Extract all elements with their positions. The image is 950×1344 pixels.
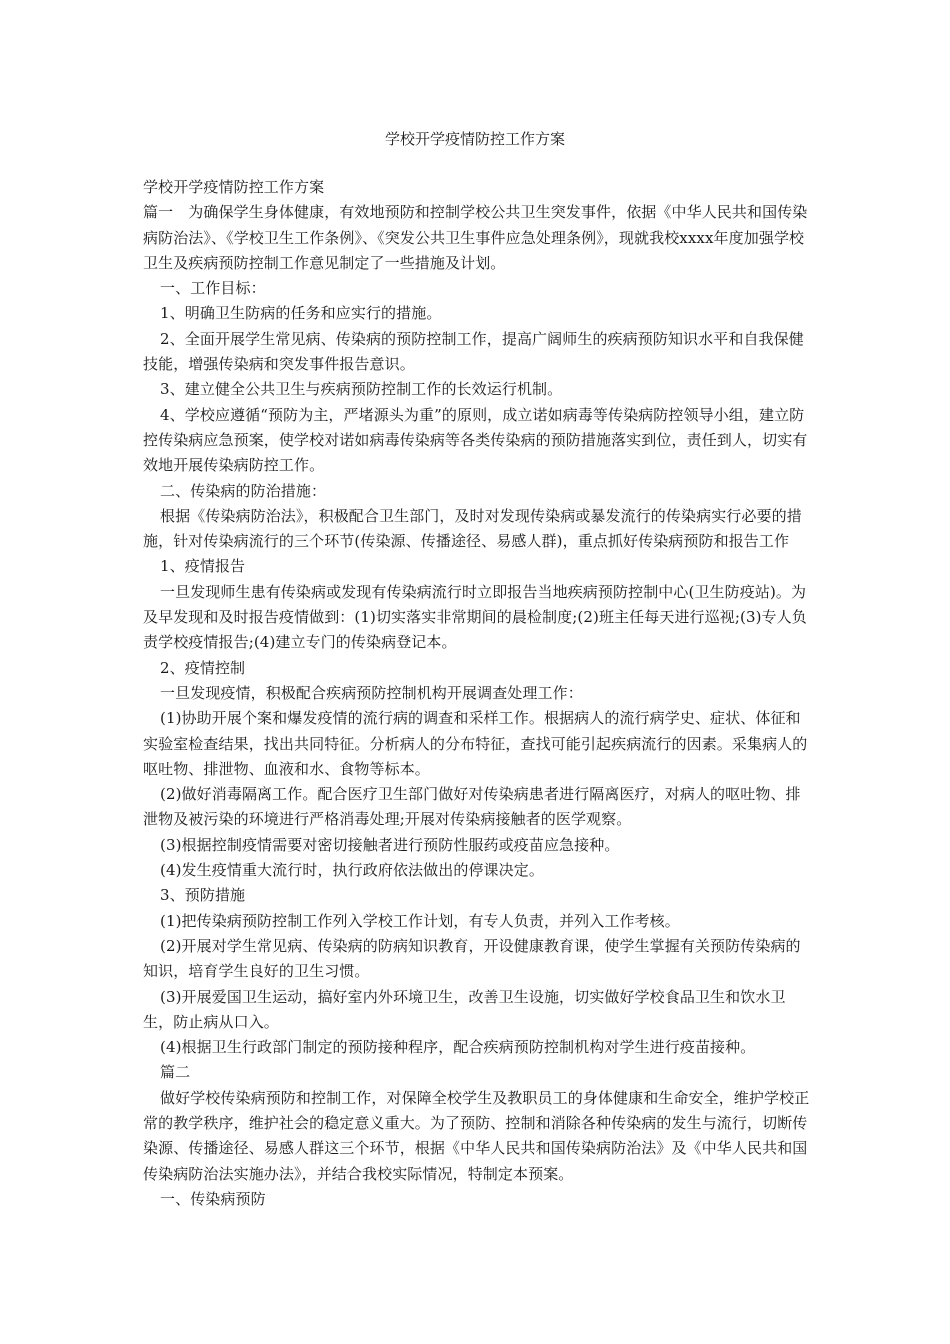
document-title: 学校开学疫情防控工作方案: [384, 130, 565, 148]
paragraph: (4)发生疫情重大流行时，执行政府依法做出的停课决定。: [160, 861, 544, 880]
paragraph: 根据《传染病防治法》，积极配合卫生部门，及时对发现传染病或暴发流行的传染病实行必要的措施，针对传染病流行的三个环节(传染源、传播途径、易感人群)，重点抓好传染病预防和报告工作: [143, 506, 802, 551]
paragraph: 做好学校传染病预防和控制工作，对保障全校学生及教职员工的身体健康和生命安全，维护学校正常的教学秩序，维护社会的稳定意义重大。为了预防、控制和消除各种传染病的发生与流行，切断传染源、传播途径、易感人群这三个环节，根据《中华人民共和国传染病防治法》及《中华人民共和国传染病防治法实施办法》，并结合我校实际情况，特制定本预案。: [143, 1088, 810, 1183]
paragraph: 学校开学疫情防控工作方案: [143, 178, 325, 196]
paragraph: (2)开展对学生常见病、传染病的防病知识教育，开设健康教育课，使学生掌握有关预防传染病的知识，培育学生良好的卫生习惯。: [143, 936, 801, 981]
paragraph: 3、建立健全公共卫生与疾病预防控制工作的长效运行机制。: [160, 380, 563, 399]
paragraph: (4)根据卫生行政部门制定的预防接种程序，配合疾病预防控制机构对学生进行疫苗接种。: [160, 1038, 756, 1057]
document-body: [143, 175, 815, 1212]
paragraph: 一旦发现疫情，积极配合疾病预防控制机构开展调查处理工作：: [160, 683, 583, 702]
paragraph: 3、预防措施: [160, 886, 246, 905]
paragraph: (3)根据控制疫情需要对密切接触者进行预防性服药或疫苗应急接种。: [160, 835, 620, 854]
paragraph: 篇一 为确保学生身体健康，有效地预防和控制学校公共卫生突发事件，依据《中华人民共和国传染病防治法》、《学校卫生工作条例》、《突发公共卫生事件应急处理条例》，现就我校xxxx年度加强学校卫生及疾病预防控制工作意见制定了一些措施及计划。: [143, 203, 808, 272]
paragraph: 一、传染病预防: [160, 1189, 266, 1208]
paragraph: 篇二: [160, 1063, 191, 1082]
paragraph: 1、明确卫生防病的任务和应实行的措施。: [160, 304, 442, 323]
paragraph: 一、工作目标：: [160, 279, 266, 298]
paragraph: 二、传染病的防治措施：: [160, 481, 327, 500]
paragraph: (1)协助开展个案和爆发疫情的流行病的调查和采样工作。根据病人的流行病学史、症状、体征和实验室检查结果，找出共同特征。分析病人的分布特征，查找可能引起疾病流行的因素。采集病人的呕吐物、排泄物、血液和水、食物等标本。: [143, 709, 808, 778]
paragraph: 2、疫情控制: [160, 658, 246, 677]
paragraph: (2)做好消毒隔离工作。配合医疗卫生部门做好对传染病患者进行隔离医疗，对病人的呕吐物、排泄物及被污染的环境进行严格消毒处理;开展对传染病接触者的医学观察。: [143, 785, 801, 829]
paragraph: 4、学校应遵循“预防为主，严堵源头为重”的原则，成立诺如病毒等传染病防控领导小组，建立防控传染病应急预案，使学校对诺如病毒传染病等各类传染病的预防措施落实到位，责任到人，切实有效地开展传染病防控工作。: [143, 405, 808, 475]
paragraph: (3)开展爱国卫生运动，搞好室内外环境卫生，改善卫生设施，切实做好学校食品卫生和饮水卫生，防止病从口入。: [143, 987, 786, 1031]
paragraph: 2、全面开展学生常见病、传染病的预防控制工作，提高广阔师生的疾病预防知识水平和自我保健技能，增强传染病和突发事件报告意识。: [143, 329, 804, 374]
paragraph: 一旦发现师生患有传染病或发现有传染病流行时立即报告当地疾病预防控制中心(卫生防疫站)。为及早发现和及时报告疫情做到：(1)切实落实非常期间的晨检制度;(2)班主任每天进行巡视;(3)专人负责学校疫情报告;(4)建立专门的传染病登记本。: [143, 582, 807, 652]
paragraph: 1、疫情报告: [160, 557, 246, 576]
paragraph: (1)把传染病预防控制工作列入学校工作计划，有专人负责，并列入工作考核。: [160, 911, 680, 930]
